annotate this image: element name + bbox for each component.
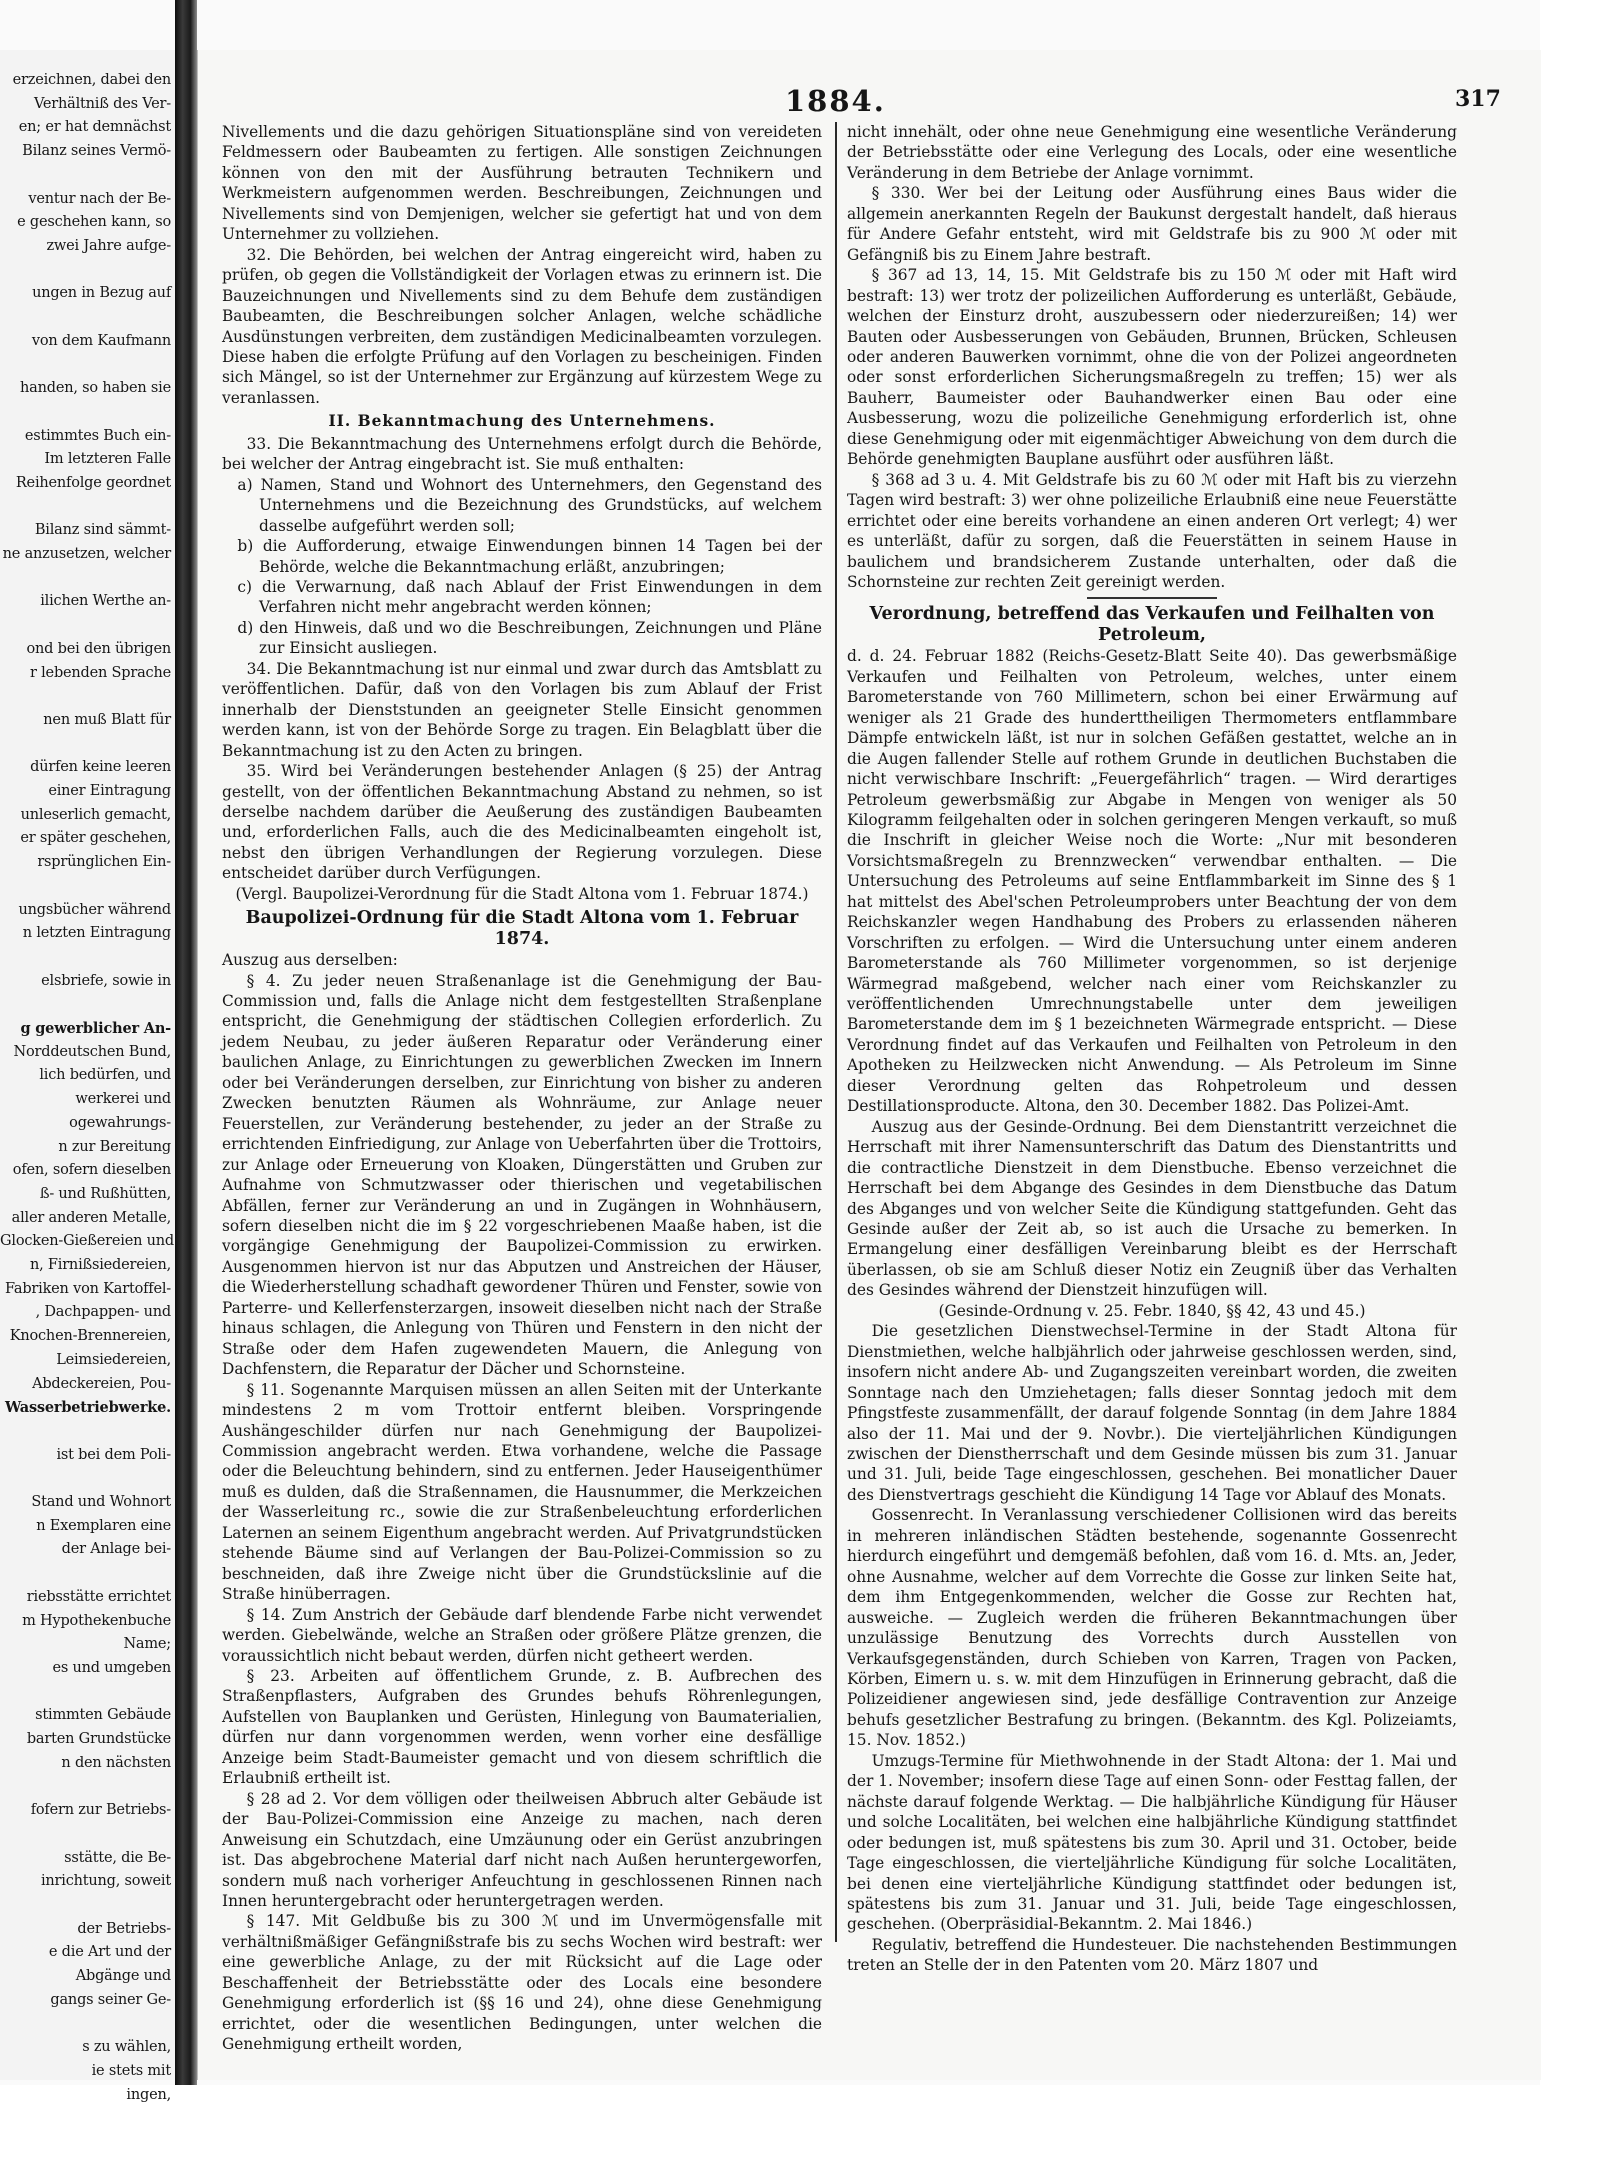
facing-page-line: ingen,	[126, 2086, 171, 2103]
column-divider	[835, 122, 837, 1942]
facing-page-line: von dem Kaufmann	[31, 332, 171, 349]
facing-page-line: g gewerblicher An-	[20, 1020, 171, 1037]
facing-page-line: fofern zur Betriebs-	[30, 1802, 171, 1819]
facing-page-line: n den nächsten	[61, 1754, 171, 1771]
paragraph: d. d. 24. Februar 1882 (Reichs-Gesetz-Blatt Seite 40). Das gewerbsmäßige Verkaufen und Feilhalten von Petroleum, welches, unter einem Barometerstande von 760 Millimetern, schon bei einer Erwärmung auf weniger als 21 Grade des hunderttheiligen Thermometers entflammbare Dämpfe entwickeln läßt, ist nur in solchen Gefäßen gestattet, welche an in die Augen fallender Stelle auf rothem Grunde in deutlichen Buchstaben die nicht verwischbare Inschrift: „Feuergefährlich“ tragen. — Wird derartiges Petroleum gewerbsmäßig zur Abgabe in Mengen von weniger als 50 Kilogramm feilgehalten oder in solchen geringeren Mengen verkauft, so muß die Inschrift in gleicher Weise noch die Worte: „Nur mit besonderen Vorsichtsmaßregeln zu Brennzwecken“ verwendbar enthalten. — Die Untersuchung des Petroleums auf seine Entflammbarkeit im Sinne des § 1 hat mittelst des Abel'schen Petroleumprobers unter Beachtung der von dem Reichskanzler wegen Handhabung des Probers zu erlassenden näheren Vorschriften zu erfolgen. — Wird die Untersuchung unter einem anderen Barometerstande als 760 Millimeter vorgenommen, so ist derjenige Wärmegrad maßgebend, welcher nach einer vom Reichskanzler zu veröffentlichenden Umrechnungstabelle unter dem jeweiligen Barometerstande dem im § 1 bezeichneten Wärmegrade entspricht. — Diese Verordnung findet auf das Verkaufen und Feilhalten von Petroleum in den Apotheken zu Heilzwecken nicht Anwendung. — Als Petroleum im Sinne dieser Verordnung gelten das Rohpetroleum und dessen Destillationsproducte. Altona, den 30. December 1882. Das Polizei-Amt.	[847, 647, 1457, 1116]
facing-page-line: gangs seiner Ge-	[50, 1991, 171, 2008]
facing-page-line: Abgänge und	[75, 1968, 171, 1984]
list-item: d) den Hinweis, daß und wo die Beschreibungen, Zeichnungen und Pläne zur Einsicht ausliegen.	[237, 618, 822, 658]
facing-page-line: Norddeutschen Bund,	[13, 1043, 171, 1060]
facing-page-line: r lebenden Sprache	[29, 664, 171, 681]
paragraph: 33. Die Bekanntmachung des Unternehmens erfolgt durch die Behörde, bei welcher der Antrag eingebracht ist. Sie muß enthalten:	[222, 434, 822, 474]
facing-page-line: rsprünglichen Ein-	[37, 854, 171, 871]
facing-page-line: ß- und Rußhütten,	[39, 1185, 171, 1202]
facing-page-line: Glocken-Gießereien und	[0, 1233, 174, 1250]
paragraph: Auszug aus der Gesinde-Ordnung. Bei dem Dienstantritt verzeichnet die Herrschaft mit ihrer Namensunterschrift das Datum des Dienstantritts und die contractliche Dienstzeit in dem Dienstbuche. Ebenso verzeichnet die Herrschaft bei dem Abgange des Gesindes in dem Dienstbuche das Datum des Abganges und von welcher Seite die Kündigung stattgefunden. Geht das Gesinde außer der Zeit ab, so ist auch die Ursache zu bemerken. In Ermangelung einer desfälligen Vereinbarung bleibt es der Herrschaft überlassen, ob sie am Schluß dieser Notiz ein Zeugniß über das Verhalten des Gesindes während der Dienstzeit hinzufügen will.	[847, 1117, 1457, 1300]
facing-page-line: der Anlage bei-	[61, 1541, 171, 1558]
paragraph: Die gesetzlichen Dienstwechsel-Termine in der Stadt Altona für Dienstmiethen, welche halbjährlich oder jahrweise geschlossen werden, sind, insofern nicht andere Ab- und Zugangszeiten vereinbart worden, die zweiten Sonntage nach den Umziehetagen; falls dieser Sonntag jedoch mit dem Pfingstfeste zusammenfällt, der darauf folgende Sonntag (in dem Jahre 1884 also der 11. Mai und der 9. Novbr.). Die vierteljährlichen Kündigungen zwischen der Dienstherrschaft und dem Gesinde müssen bis zum 31. Januar und 31. Juli, beide Tage eingeschlossen, geschehen. Bei monatlicher Dauer des Dienstvertrags geschieht die Kündigung 14 Tage vor Ablauf des Monats.	[847, 1322, 1457, 1504]
facing-page-line: ne anzusetzen, welcher	[2, 546, 171, 562]
paragraph: Regulativ, betreffend die Hundesteuer. Die nachstehenden Bestimmungen treten an Stelle der in den Patenten vom 20. März 1807 und	[847, 1935, 1457, 1975]
facing-page-line: n letzten Eintragung	[22, 925, 171, 942]
facing-page-line: ungen in Bezug auf	[32, 285, 171, 302]
list-item: c) die Verwarnung, daß nach Ablauf der Frist Einwendungen in dem Verfahren nicht mehr angebracht werden können;	[237, 577, 822, 617]
scan-right-margin	[1540, 0, 1600, 2177]
right-text-column	[847, 122, 1457, 1976]
facing-page-line: ilichen Werthe an-	[40, 593, 171, 610]
facing-page-line: en; er hat demnächst	[18, 119, 171, 136]
facing-page-line: Bilanz seines Vermö-	[22, 143, 171, 160]
section-rule	[1087, 597, 1217, 599]
paragraph: § 23. Arbeiten auf öffentlichem Grunde, z. B. Aufbrechen des Straßenpflasters, Aufgraben des Grundes behufs Röhrenlegungen, Aufstellen von Bauplanken und Gerüsten, Hinlegung von Baumaterialien, dürfen nur dann vorgenommen werden, wenn vorher eine desfällige Anzeige beim Stadt-Baumeister gemacht und von diesem schriftlich die Erlaubniß ertheilt ist.	[222, 1666, 822, 1788]
paragraph: Umzugs-Termine für Miethwohnende in der Stadt Altona: der 1. Mai und der 1. November; insofern diese Tage auf einen Sonn- oder Festtag fallen, der nächste darauf folgende Werktag. — Die halbjährliche Kündigung für Häuser und solche Localitäten, bei welchen eine halbjährliche Kündigung stattfindet oder bedungen ist, muß spätestens bis zum 30. April und 31. October, beide Tage eingeschlossen, die vierteljährliche Kündigung für solche Localitäten, bei denen eine vierteljährliche Kündigung stattfindet oder bedungen ist, spätestens bis zum 31. Januar und 31. Juli, beide Tage eingeschlossen, geschehen. (Oberpräsidial-Bekanntm. 2. Mai 1846.)	[847, 1751, 1457, 1934]
paragraph: § 4. Zu jeder neuen Straßenanlage ist die Genehmigung der Bau-Commission und, falls die Anlage nicht dem festgestellten Straßenplane entspricht, die Genehmigung der städtischen Collegien erforderlich. Zu jedem Neubau, zu jeder äußeren Reparatur oder Veränderung einer baulichen Anlage, zu Einrichtungen zu gewerblichen Zwecken im Innern oder bei Veränderungen derselben, zur Einrichtung von bisher zu anderen Zwecken benutzten Räumen als Wohnräume, zur Anlage neuer Feuerstellen, zur Veränderung bestehender, zu jeder an der Straße zu errichtenden Einfriedigung, zur Anlage von Ueberfahrten über die Trottoirs, zur Anlage oder Erneuerung von Kloaken, Düngerstätten und Gruben zur Aufnahme von Schmutzwasser oder thierischen und vegetabilischen Abfällen, ferner zur Veränderung an und in Zugängen in Wohnhäusern, sofern dieselben nicht die im § 22 vorgeschriebenen Maaße haben, ist die vorgängige Genehmigung der Baupolizei-Commission zu erwirken. Ausgenommen hiervon ist nur das Abputzen und Anstreichen der Häuser, die Wiederherstellung schadhaft gewordener Thüren und Fenster, sowie von Parterre- und Kellerfensterzargen, insoweit dieselben nicht nach der Straße hinaus schlagen, die Anlegung von Thüren und Fenstern in den nicht der Straße oder dem Hafen zugewendeten Mauern, die Anlegung von Dachfenstern, die Reparatur der Dächer und Schornsteine.	[222, 971, 822, 1379]
facing-page-line: , Dachpappen- und	[35, 1304, 171, 1321]
list-item: b) die Aufforderung, etwaige Einwendungen binnen 14 Tagen bei der Behörde, welche die Bekanntmachung erläßt, anzubringen;	[237, 537, 822, 576]
paragraph: § 367 ad 13, 14, 15. Mit Geldstrafe bis zu 150 ℳ oder mit Haft wird bestraft: 13) wer trotz der polizeilichen Aufforderung es unterläßt, Gebäude, welchen der Einsturz droht, auszubessern oder niederzureißen; 14) wer Bauten oder Ausbesserungen von Gebäuden, Brunnen, Brücken, Schleusen oder anderen Bauwerken vornimmt, ohne die von der Polizei angeordneten oder sonst erforderlichen Sicherungsmaßregeln zu treffen; 15) wer als Bauherr, Baumeister oder Bauhandwerker einen Bau oder eine Ausbesserung, wozu die polizeiliche Genehmigung erforderlich ist, ohne diese Genehmigung oder mit eigenmächtiger Abweichung von dem durch die Behörde genehmigten Bauplane ausführt oder ausführen läßt.	[847, 266, 1457, 469]
facing-page-line: erzeichnen, dabei den	[12, 72, 171, 88]
facing-page-line: einer Eintragung	[48, 783, 171, 799]
facing-page-line: er später geschehen,	[20, 830, 171, 847]
facing-page-line: Wasserbetriebwerke.	[4, 1399, 171, 1417]
facing-page-line: ist bei dem Poli-	[56, 1446, 171, 1463]
page-year-header: 1884.	[785, 84, 886, 118]
facing-page-line: Name;	[123, 1636, 171, 1653]
facing-page-line: n, Firnißsiedereien,	[29, 1257, 171, 1273]
list-item: a) Namen, Stand und Wohnort des Unternehmers, den Gegenstand des Unternehmens und die Bezeichnung des Grundstücks, auf welchem dasselbe aufgeführt werden soll;	[237, 475, 822, 535]
facing-page-line: Bilanz sind sämmt-	[34, 522, 171, 539]
facing-page-line: elsbriefe, sowie in	[41, 972, 171, 989]
facing-page-line: ie stets mit	[91, 2062, 171, 2079]
facing-page-line: sstätte, die Be-	[64, 1849, 171, 1866]
section-heading: Baupolizei-Ordnung für die Stadt Altona vom 1. Februar 1874.	[245, 908, 799, 949]
facing-page-line: Reihenfolge geordnet	[15, 474, 171, 491]
facing-page-line: der Betriebs-	[77, 1920, 171, 1937]
facing-page-line: barten Grundstücke	[26, 1731, 171, 1747]
paragraph: § 147. Mit Geldbuße bis zu 300 ℳ und im Unvermögensfalle mit verhältnißmäßiger Gefängnißstrafe bis zu sechs Wochen wird bestraft: wer eine gewerbliche Anlage, zu der mit Rücksicht auf die Lage oder Beschaffenheit der Betriebsstätte oder des Locals eine besondere Genehmigung erforderlich ist (§§ 16 und 24), ohne diese Genehmigung errichtet, oder die wesentlichen Bedingungen, unter welchen die Genehmigung ertheilt worden,	[222, 1912, 822, 2054]
paragraph: 34. Die Bekanntmachung ist nur einmal und zwar durch das Amtsblatt zu veröffentlichen. Dafür, daß von den Vorlagen bis zum Ablauf der Frist innerhalb der Dienststunden an geeigneter Stelle Einsicht genommen werden kann, ist von der Behörde Sorge zu tragen. Ein Belagblatt über die Bekanntmachung ist zu den Acten zu bringen.	[222, 659, 822, 760]
facing-page-line: nen muß Blatt für	[43, 711, 171, 728]
citation: (Vergl. Baupolizei-Verordnung für die Stadt Altona vom 1. Februar 1874.)	[235, 884, 809, 903]
paragraph: § 11. Sogenannte Marquisen müssen an allen Seiten mit der Unterkante mindestens 2 m vom Trottoir entfernt bleiben. Vorspringende Aushängeschilder dürfen nur nach Genehmigung der Baupolizei-Commission angebracht werden. Etwa vorhandene, welche die Passage oder die Beleuchtung behindern, sind zu entfernen. Jeder Hauseigenthümer muß es dulden, daß die Straßennamen, die Hausnummer, die Merkzeichen der Wasserleitung rc., sowie die zur Straßenbeleuchtung erforderlichen Laternen an seinem Eigenthum angebracht werden. Auf Privatgrundstücken stehende Bäume sind auf Verlangen der Bau-Polizei-Commission so zu beschneiden, daß ihre Zweige nicht über die Grundstückslinie auf die Straße hinüberragen.	[222, 1380, 822, 1604]
facing-page-line: dürfen keine leeren	[30, 759, 171, 776]
facing-page-line: ogewahrungs-	[69, 1114, 171, 1131]
paragraph: 35. Wird bei Veränderungen bestehender Anlagen (§ 25) der Antrag gestellt, von der öffentlichen Bekanntmachung Abstand zu nehmen, so ist derselbe nachdem darüber die Aeußerung des zuständigen Baubeamten und, erforderlichen Falls, auch die des Medicinalbeamten eingeholt ist, nebst den übrigen Verhandlungen der Regierung vorzulegen. Diese entscheidet darüber durch Verfügungen.	[222, 762, 822, 883]
paragraph: nicht innehält, oder ohne neue Genehmigung eine wesentliche Veränderung der Betriebsstätte oder eine Verlegung des Locals, oder eine wesentliche Veränderung in dem Betriebe der Anlage vornimmt.	[847, 123, 1457, 182]
facing-page-line: Abdeckereien, Pou-	[32, 1375, 171, 1392]
section-heading: Verordnung, betreffend das Verkaufen und Feilhalten von Petroleum,	[869, 604, 1435, 645]
facing-page-line: es und umgeben	[52, 1659, 171, 1676]
facing-page-line: Im letzteren Falle	[44, 451, 171, 468]
paragraph: 32. Die Behörden, bei welchen der Antrag eingereicht wird, haben zu prüfen, ob gegen die Vollständigkeit der Vorlagen etwas zu erinnern ist. Die Bauzeichnungen und Nivellements sind zu dem Behufe dem zuständigen Baubeamten, die Beschreibungen solcher Anlagen, welche schädliche Ausdünstungen verbreiten, dem zuständigen Medicinalbeamten vorzulegen. Diese haben die erfolgte Prüfung auf den Vorlagen zu bescheinigen. Finden sich Mängel, so ist der Unternehmer zur Ergänzung auf kürzestem Wege zu veranlassen.	[222, 245, 822, 407]
facing-page-line: e die Art und der	[48, 1944, 171, 1961]
facing-page-line: ungsbücher während	[18, 901, 171, 918]
facing-page-line: handen, so haben sie	[20, 380, 171, 397]
facing-page-line: stimmten Gebäude	[35, 1707, 171, 1724]
scan-bottom-margin	[0, 2085, 1600, 2177]
facing-page-line: aller anderen Metalle,	[11, 1209, 171, 1226]
facing-page-line: Verhältniß des Ver-	[33, 95, 171, 112]
facing-page-line: Leimsiedereien,	[56, 1351, 171, 1368]
facing-page-line: riebsstätte errichtet	[26, 1588, 171, 1605]
facing-page-line: werkerei und	[75, 1091, 171, 1108]
paragraph: § 28 ad 2. Vor dem völligen oder theilweisen Abbruch alter Gebäude ist der Bau-Polizei-Commission eine Anzeige zu machen, nach deren Anweisung ein Schutzdach, eine Umzäunung oder ein Gerüst anzubringen ist. Das abgebrochene Material darf nicht nach Außen heruntergeworfen, sondern muß nach vorheriger Anfeuchtung in geschlossenen Rinnen nach Innen heruntergebracht oder heruntergetragen werden.	[222, 1789, 822, 1910]
left-text-column	[222, 122, 822, 2055]
book-gutter	[175, 0, 197, 2085]
facing-page-line: Fabriken von Kartoffel-	[5, 1280, 171, 1297]
facing-page-line: ventur nach der Be-	[28, 190, 171, 207]
facing-page-line: s zu wählen,	[82, 2039, 171, 2056]
facing-page-line: n zur Bereitung	[58, 1138, 171, 1155]
paragraph: Auszug aus derselben:	[222, 951, 398, 970]
paragraph: § 330. Wer bei der Leitung oder Ausführung eines Baus wider die allgemein anerkannten Regeln der Baukunst dergestalt handelt, daß hieraus für Andere Gefahr entsteht, wird mit Geldstrafe bis zu 900 ℳ oder mit Gefängniß bis zu Einem Jahre bestraft.	[847, 184, 1457, 264]
page-number: 317	[1455, 86, 1501, 112]
paragraph: § 368 ad 3 u. 4. Mit Geldstrafe bis zu 60 ℳ oder mit Haft bis zu vierzehn Tagen wird bestraft: 3) wer ohne polizeiliche Erlaubniß eine neue Feuerstätte errichtet oder eine bereits vorhandene an einen anderen Ort verlegt; 4) wer es unterläßt, dafür zu sorgen, daß die Feuerstätten in seinem Hause in baulichem und brandsicherem Zustande unterhalten, oder daß die Schornsteine zur rechten Zeit gereinigt werden.	[847, 470, 1457, 591]
facing-page-line: n Exemplaren eine	[36, 1517, 171, 1534]
citation: (Gesinde-Ordnung v. 25. Febr. 1840, §§ 42, 43 und 45.)	[938, 1301, 1366, 1320]
facing-page-line: estimmtes Buch ein-	[24, 427, 171, 444]
facing-page-line: Knochen-Brennereien,	[9, 1328, 171, 1345]
facing-page-line: m Hypothekenbuche	[22, 1612, 171, 1629]
facing-page-fragment	[0, 50, 175, 2103]
facing-page-line: Stand und Wohnort	[31, 1494, 171, 1510]
facing-page-line: unleserlich gemacht,	[20, 806, 171, 823]
facing-page-line: ond bei den übrigen	[26, 640, 171, 657]
facing-page-line: inrichtung, soweit	[40, 1873, 171, 1890]
paragraph: § 14. Zum Anstrich der Gebäude darf blendende Farbe nicht verwendet werden. Giebelwände, welche an Straßen oder größere Plätze grenzen, die voraussichtlich nicht bebaut werden, dürfen nicht getheert werden.	[222, 1605, 822, 1665]
facing-page-line: zwei Jahre aufge-	[46, 237, 171, 254]
facing-page-line: ofen, sofern dieselben	[12, 1162, 171, 1179]
subsection-heading: II. Bekanntmachung des Unternehmens.	[328, 412, 716, 431]
facing-page-line: e geschehen kann, so	[17, 214, 171, 231]
paragraph: Gossenrecht. In Veranlassung verschiedener Collisionen wird das bereits in mehreren inländischen Städten bestehende, sogenannte Gossenrecht hierdurch eingeführt und demgemäß befohlen, daß vom 16. d. Mts. an, Jeder, ohne Ausnahme, welcher auf dem Vorrechte die Gosse zur linken Seite hat, dem ihm Entgegenkommenden, welcher die Gosse zur Rechten hat, ausweiche. — Zugleich werden die früheren Bekanntmachungen über unzulässige Benutzung des Vorrechts durch Ausstellen von Verkaufsgegenständen, durch Schieben von Karren, Tragen von Packen, Körben, Eimern u. s. w. mit dem Hinzufügen in Erinnerung gebracht, daß die Polizeidiener angewiesen sind, jede desfällige Contravention zur Anzeige behufs gesetzlicher Bestrafung zu bringen. (Bekanntm. des Kgl. Polizeiamts, 15. Nov. 1852.)	[847, 1506, 1457, 1750]
paragraph: Nivellements und die dazu gehörigen Situationspläne sind von vereideten Feldmessern oder Baubeamten zu fertigen. Alle sonstigen Zeichnungen können von den mit der Ausführung betrauten Technikern und Werkmeistern aufgenommen werden. Beschreibungen, Zeichnungen und Nivellements sind von Demjenigen, welcher sie gefertigt hat und von dem Unternehmer zu vollziehen.	[222, 123, 822, 244]
facing-page-line: lich bedürfen, und	[39, 1067, 171, 1084]
